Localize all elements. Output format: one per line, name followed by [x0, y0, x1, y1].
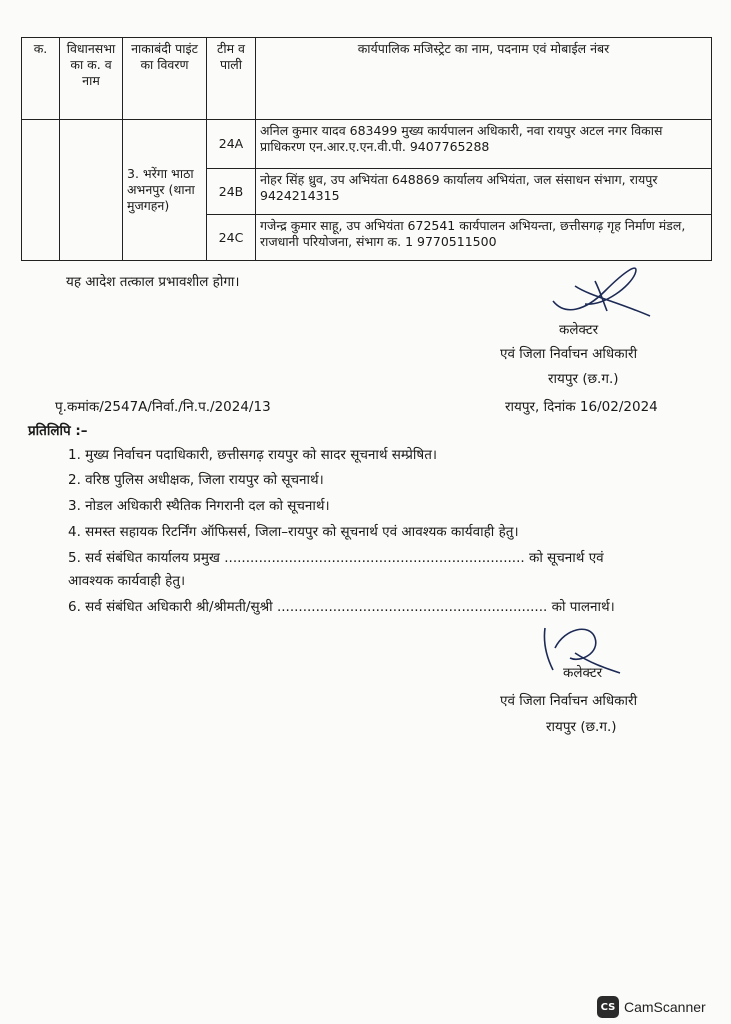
cell-details: गजेन्द्र कुमार साहू, उप अभियंता 672541 कार्यपालन अभियन्ता, छत्तीसगढ़ गृह निर्माण मंडल, राजधानी परियोजना, संभाग क. 1 9770511500	[256, 215, 712, 261]
header-magistrate: कार्यपालिक मजिस्ट्रेट का नाम, पदनाम एवं मोबाईल नंबर	[256, 38, 712, 120]
header-sn: क.	[22, 38, 60, 120]
copy-item: 1. मुख्य निर्वाचन पदाधिकारी, छत्तीसगढ़ रायपुर को सादर सूचनार्थ सम्प्रेषित।	[68, 447, 438, 463]
cell-team: 24A	[207, 120, 256, 169]
table-header-row	[22, 38, 712, 120]
cell-location: 3. भरेंगा भाठा अभनपुर (थाना मुजगहन)	[123, 120, 207, 261]
ref-date: रायपुर, दिनांक 16/02/2024	[505, 399, 658, 415]
copy-item: 2. वरिष्ठ पुलिस अधीक्षक, जिला रायपुर को सूचनार्थ।	[68, 472, 324, 488]
camscanner-logo-icon: CS	[597, 996, 619, 1018]
cell-details: अनिल कुमार यादव 683499 मुख्य कार्यपालन अधिकारी, नवा रायपुर अटल नगर विकास प्राधिकरण एन.आर.ए.एन.वी.पी. 9407765288	[256, 120, 712, 169]
copy-item: 4. समस्त सहायक रिटर्निंग ऑफिसर्स, जिला–रायपुर को सूचनार्थ एवं आवश्यक कार्यवाही हेतु।	[68, 524, 519, 540]
ref-number: पृ.कमांक/2547A/निर्वा./नि.प./2024/13	[55, 399, 271, 415]
effect-line: यह आदेश तत्काल प्रभावशील होगा।	[66, 274, 240, 290]
cell-team: 24C	[207, 215, 256, 261]
header-constituency: विधानसभा का क. व नाम	[60, 38, 123, 120]
copy-item: 5. सर्व संबंधित कार्यालय प्रमुख ...................................................................... को सूचनार्थ एवं	[68, 550, 604, 566]
header-checkpoint: नाकाबंदी पाइंट का विवरण	[123, 38, 207, 120]
copy-item: 3. नोडल अधिकारी स्थैतिक निगरानी दल को सूचनार्थ।	[68, 498, 330, 514]
table-row	[22, 120, 712, 169]
sig2-place: रायपुर (छ.ग.)	[546, 719, 617, 735]
sig1-place: रायपुर (छ.ग.)	[548, 371, 619, 387]
cell-constituency	[60, 120, 123, 261]
cell-details: नोहर सिंह ध्रुव, उप अभियंता 648869 कार्यालय अभियंता, जल संसाधन संभाग, रायपुर 9424214315	[256, 169, 712, 215]
sig1-title: कलेक्टर	[559, 322, 599, 338]
camscanner-text: CamScanner	[624, 999, 706, 1015]
sig2-title: कलेक्टर	[563, 665, 603, 681]
sig2-designation: एवं जिला निर्वाचन अधिकारी	[500, 693, 638, 709]
copy-item: आवश्यक कार्यवाही हेतु।	[68, 573, 186, 589]
camscanner-watermark	[597, 996, 706, 1018]
header-team: टीम व पाली	[207, 38, 256, 120]
cell-team: 24B	[207, 169, 256, 215]
copy-item: 6. सर्व संबंधित अधिकारी श्री/श्रीमती/सुश्री ............................................................... को पालनार्थ।	[68, 599, 615, 615]
cell-sn	[22, 120, 60, 261]
sig1-designation: एवं जिला निर्वाचन अधिकारी	[500, 346, 638, 362]
copy-heading: प्रतिलिपि :–	[28, 423, 88, 439]
magistrate-table	[21, 37, 712, 261]
